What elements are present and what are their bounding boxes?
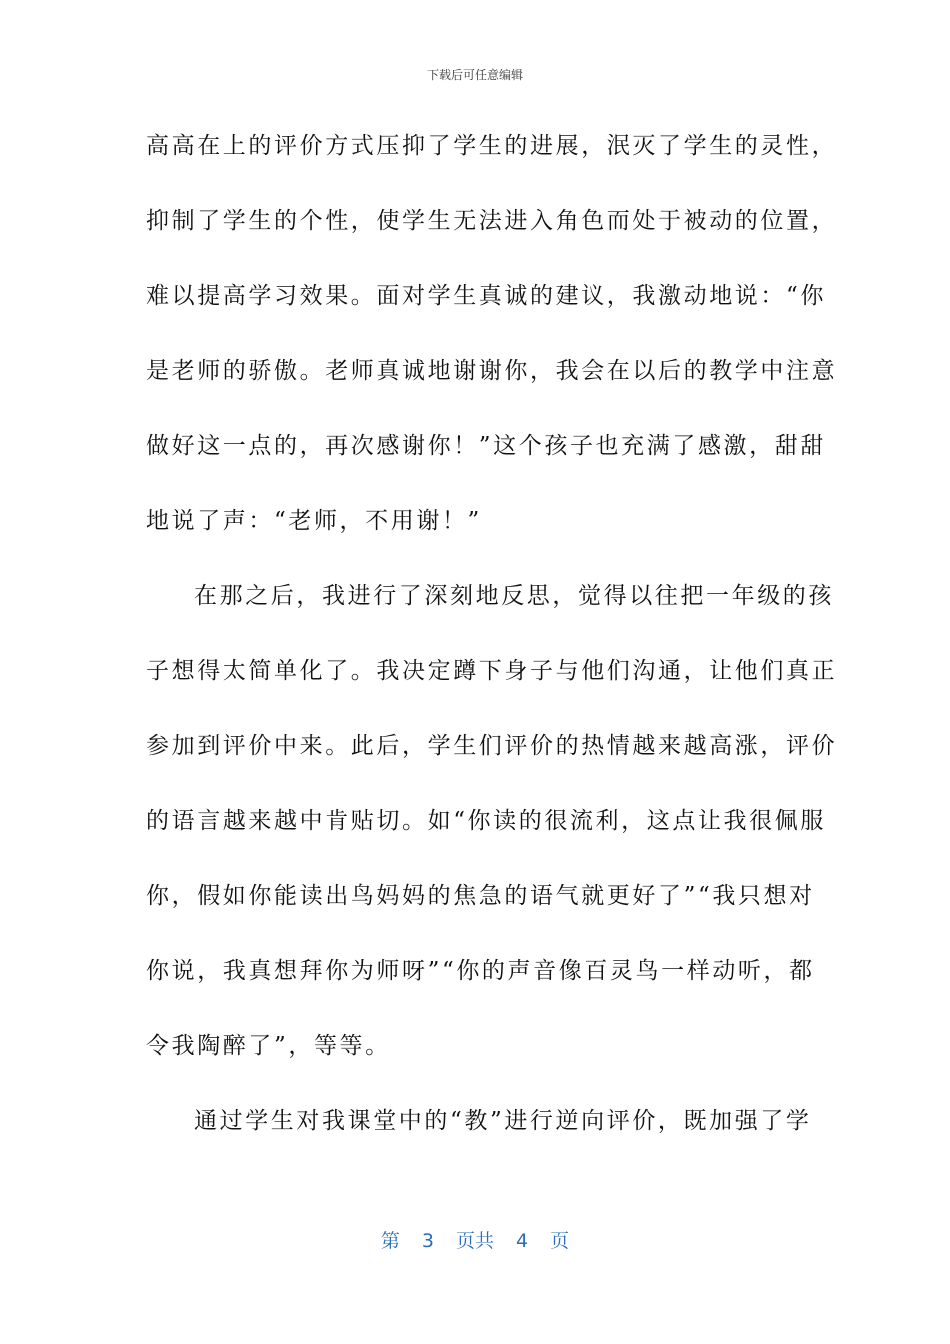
total-pages-number: 4 — [516, 1230, 529, 1252]
paragraph-start-line: 在那之后，我进行了深刻地反思，觉得以往把一年级的孩 — [194, 583, 834, 609]
footer-di: 第 — [380, 1230, 400, 1252]
text-line: 高高在上的评价方式压抑了学生的进展，泯灭了学生的灵性， — [146, 133, 838, 159]
text-line: 做好这一点的，再次感谢你！”这个孩子也充满了感激，甜甜 — [146, 433, 826, 459]
text-line: 抑制了学生的个性，使学生无法进入角色而处于被动的位置， — [146, 208, 838, 234]
footer-ye-gong: 页共 — [455, 1230, 494, 1252]
page-number-footer — [0, 1226, 950, 1253]
document-body — [146, 126, 838, 1176]
text-line: 难以提高学习效果。面对学生真诚的建议，我激动地说：“你 — [146, 283, 826, 309]
text-line: 地说了声：“老师，不用谢！” — [146, 508, 482, 534]
paragraph-start-line: 通过学生对我课堂中的“教”进行逆向评价，既加强了学 — [194, 1108, 812, 1134]
text-line: 你说，我真想拜你为师呀”“你的声音像百灵鸟一样动听，都 — [146, 958, 815, 984]
current-page-number: 3 — [421, 1230, 434, 1252]
text-line: 令我陶醉了”，等等。 — [146, 1033, 391, 1059]
text-line: 子想得太简单化了。我决定蹲下身子与他们沟通，让他们真正 — [146, 658, 838, 684]
page-header-note: 下载后可任意编辑 — [426, 68, 523, 82]
footer-ye: 页 — [550, 1230, 570, 1252]
text-line: 你，假如你能读出鸟妈妈的焦急的语气就更好了”“我只想对 — [146, 883, 815, 909]
text-line: 的语言越来越中肯贴切。如“你读的很流利，这点让我很佩服 — [146, 808, 826, 834]
text-line: 是老师的骄傲。老师真诚地谢谢你，我会在以后的教学中注意 — [146, 358, 838, 384]
text-line: 参加到评价中来。此后，学生们评价的热情越来越高涨，评价 — [146, 733, 838, 759]
